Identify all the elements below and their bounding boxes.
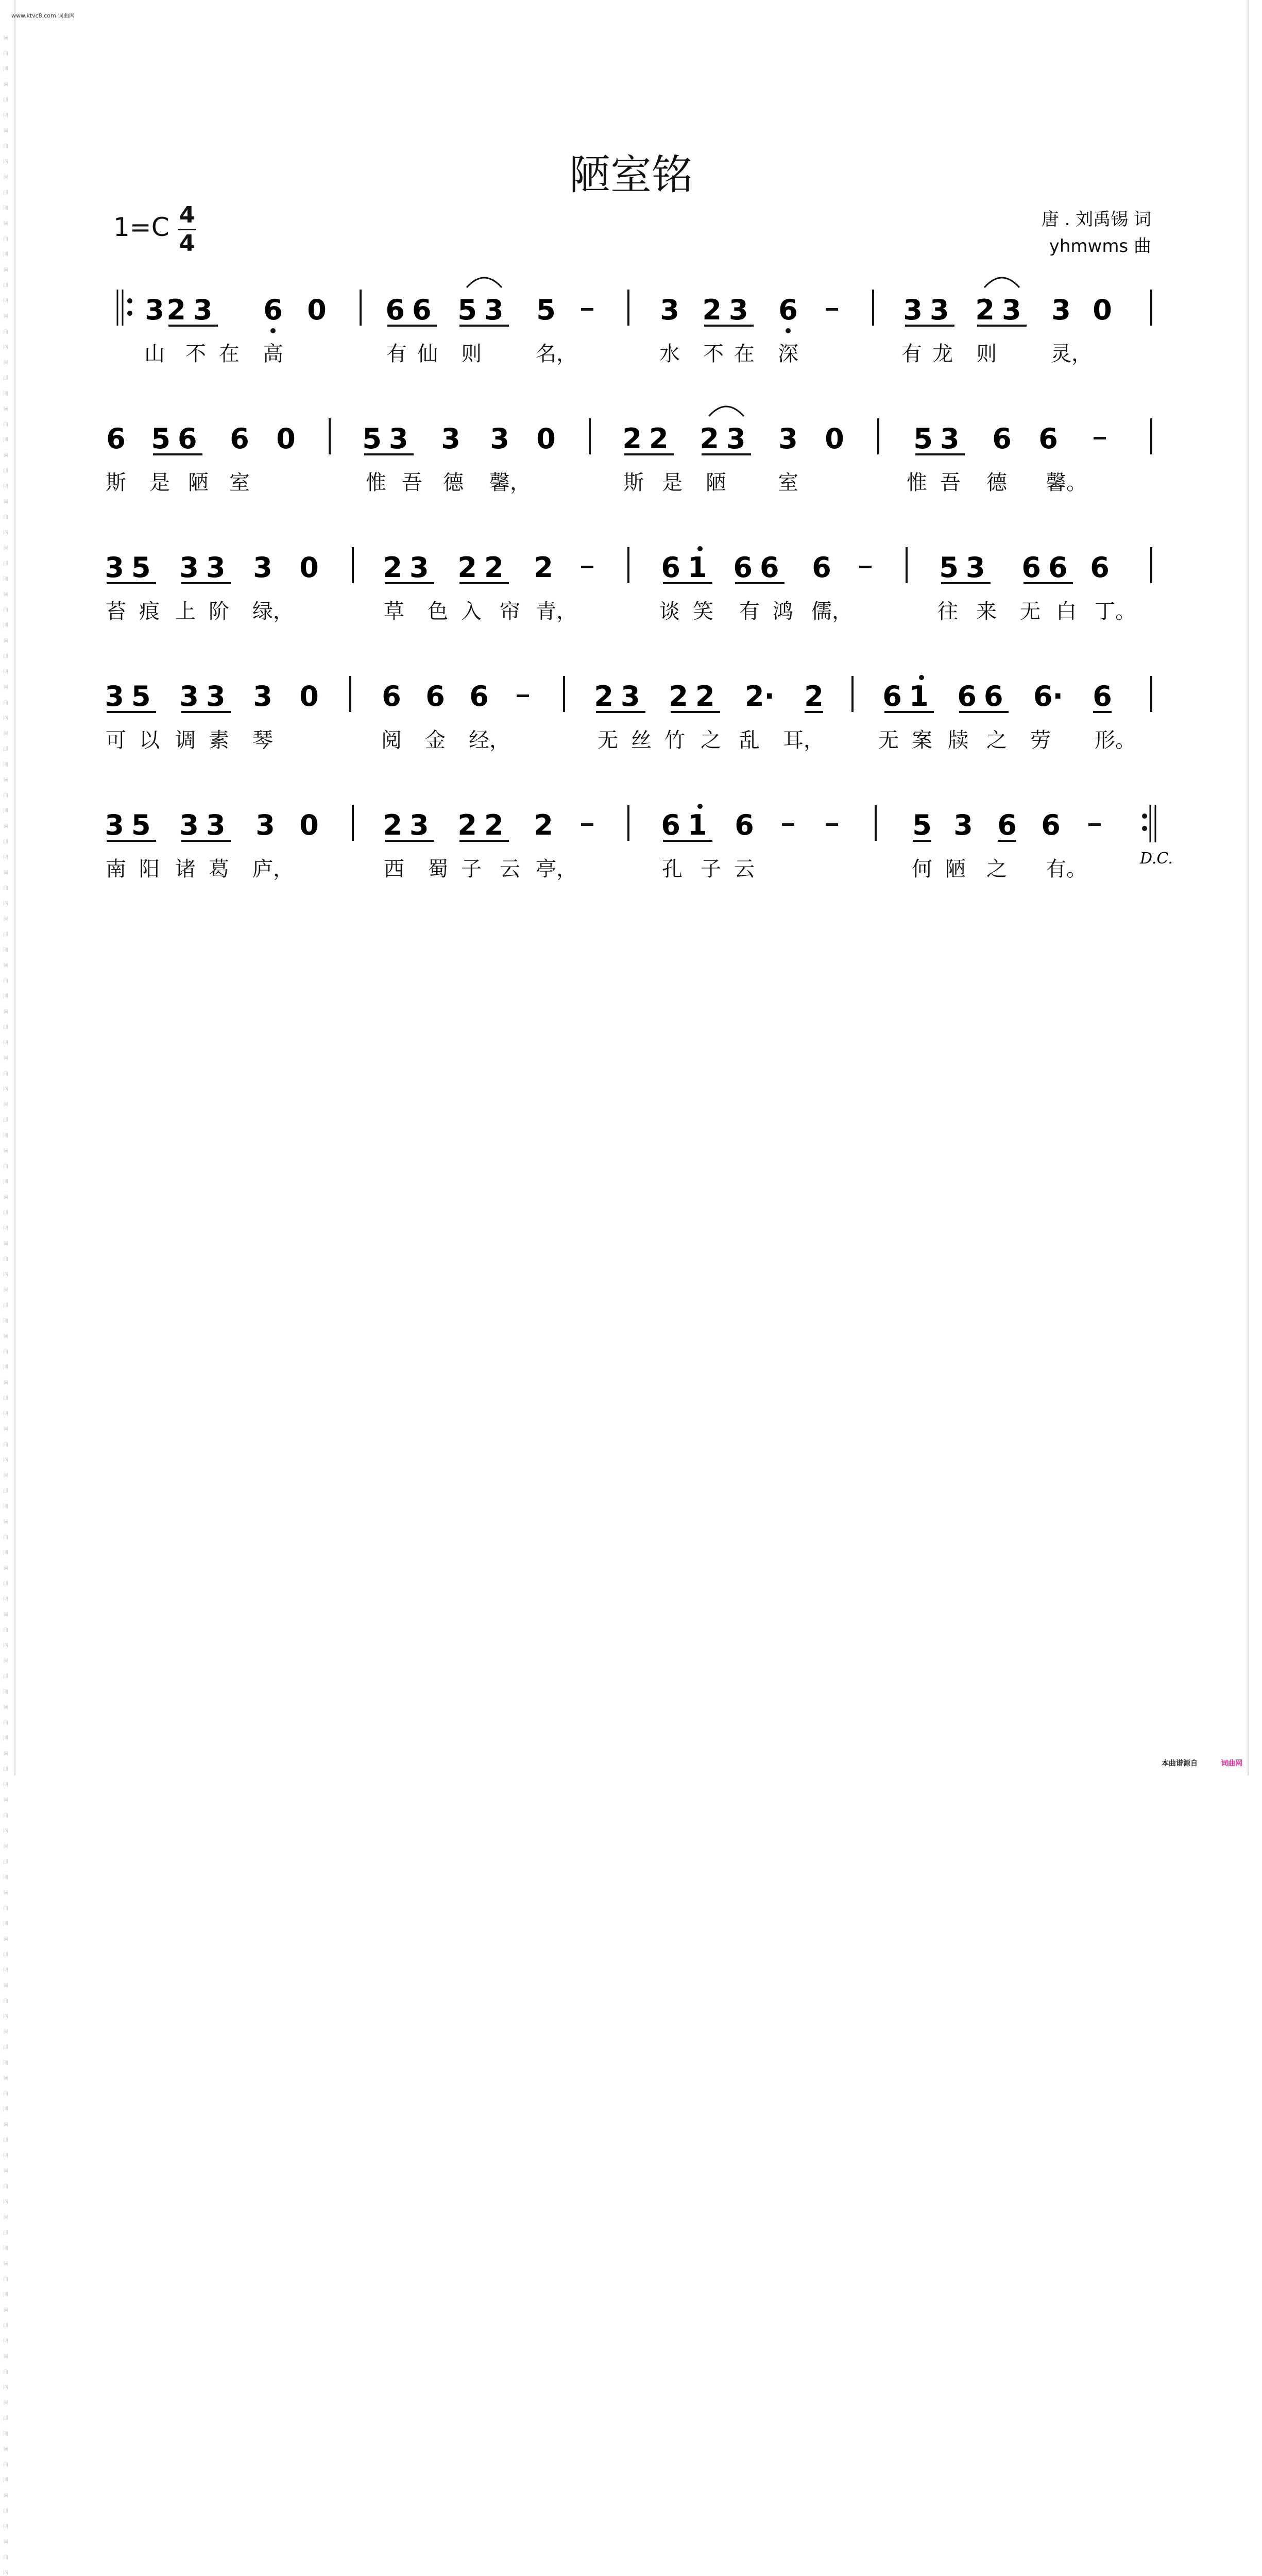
lyric-word: 阳 — [139, 857, 160, 881]
lyric-word: 南 — [106, 857, 126, 881]
slur-arc — [709, 406, 744, 416]
note-22: 22 — [457, 551, 511, 584]
note-33: 33 — [179, 680, 233, 713]
lyric-word: 之 — [701, 728, 721, 752]
lyric-word: 形。 — [1095, 728, 1136, 752]
lyric-word: 有。 — [1046, 857, 1087, 881]
note-0: 0 — [1093, 294, 1112, 326]
note-6: 6 — [263, 294, 283, 326]
note-23: 23 — [702, 294, 756, 326]
note-5: 5 — [536, 294, 556, 326]
lyric-word: 阶 — [209, 600, 229, 623]
lyric-word: 仙 — [417, 342, 438, 366]
lyric-word: 灵， — [1051, 342, 1092, 366]
note-2-dot: 2· — [744, 680, 775, 713]
note-66: 66 — [385, 294, 439, 326]
repeat-end-dot — [1142, 826, 1147, 831]
note-3: 3 — [660, 294, 679, 326]
lyric-word: 无 — [598, 728, 618, 752]
lyric-row — [0, 724, 1262, 755]
lyric-row — [0, 337, 1262, 368]
lyric-word: 龙 — [932, 342, 953, 366]
note-56: 56 — [151, 422, 204, 455]
lyric-word: 德 — [443, 471, 464, 495]
lyric-word: 金 — [425, 728, 446, 752]
note-6: 6 — [1038, 422, 1058, 455]
note-3: 3 — [1051, 294, 1071, 326]
low-octave-dot — [786, 328, 791, 333]
note-6: 6 — [992, 422, 1012, 455]
note-35: 35 — [105, 809, 158, 841]
lyric-word: 室 — [229, 471, 250, 495]
note-33: 33 — [903, 294, 957, 326]
lyric-word: 是 — [662, 471, 683, 495]
lyric-word: 有 — [739, 600, 760, 623]
time-signature-bottom: 4 — [179, 230, 195, 257]
note-6: 6 — [735, 809, 754, 841]
lyric-word: 室 — [778, 471, 798, 495]
slur-arc — [984, 278, 1019, 287]
note-3: 3 — [441, 422, 461, 455]
lyric-word: 之 — [986, 728, 1007, 752]
note-2: 2 — [804, 680, 824, 713]
lyric-word: 牍 — [948, 728, 968, 752]
lyric-row — [0, 466, 1262, 497]
lyric-word: 孔 — [662, 857, 683, 881]
lyric-word: 素 — [209, 728, 229, 752]
lyric-word: 子 — [701, 857, 721, 881]
note-0: 0 — [299, 680, 319, 713]
lyric-word: 云 — [500, 857, 520, 881]
dash-sustain — [581, 823, 593, 826]
lyric-word: 陋 — [706, 471, 726, 495]
lyric-word: 来 — [976, 600, 997, 623]
note-53: 53 — [939, 551, 993, 584]
lyric-word: 耳， — [783, 728, 824, 752]
lyric-word: 子 — [461, 857, 482, 881]
note-6: 6 — [382, 680, 401, 713]
repeat-end-dot — [1142, 814, 1147, 819]
lyric-word: 之 — [986, 857, 1007, 881]
lyric-word: 在 — [734, 342, 755, 366]
note-0: 0 — [276, 422, 296, 455]
note-3: 3 — [490, 422, 509, 455]
note-0: 0 — [307, 294, 327, 326]
note-3: 3 — [253, 551, 272, 584]
note-6: 6 — [425, 680, 445, 713]
lyric-word: 有 — [386, 342, 407, 366]
lyric-word: 山 — [144, 342, 165, 366]
lyric-word: 陋 — [945, 857, 966, 881]
lyric-word: 琴 — [252, 728, 273, 752]
lyric-word: 深 — [778, 342, 798, 366]
slur-arc — [467, 278, 502, 287]
note-6: 6 — [469, 680, 489, 713]
note-23: 23 — [383, 551, 436, 584]
note-3: 3 — [145, 294, 164, 326]
note-66: 66 — [1021, 551, 1075, 584]
dc-mark: D.C. — [1140, 850, 1173, 868]
note-23: 23 — [594, 680, 647, 713]
lyric-word: 上 — [175, 600, 196, 623]
note-53: 53 — [362, 422, 416, 455]
note-61: 61 — [661, 551, 714, 584]
lyric-word: 无 — [1020, 600, 1041, 623]
lyric-word: 名， — [536, 342, 577, 366]
lyric-word: 青， — [536, 600, 577, 623]
low-octave-dot — [270, 328, 276, 333]
note-6-dot: 6· — [1033, 680, 1064, 713]
lyric-word: 是 — [149, 471, 170, 495]
note-6: 6 — [230, 422, 249, 455]
note-53: 53 — [913, 422, 967, 455]
lyric-word: 亭， — [536, 857, 577, 881]
lyric-word: 不 — [703, 342, 724, 366]
lyric-word: 帘 — [500, 600, 520, 623]
note-6: 6 — [1090, 551, 1110, 584]
lyric-word: 斯 — [623, 471, 644, 495]
note-33: 33 — [179, 551, 233, 584]
lyric-word: 蜀 — [428, 857, 448, 881]
note-35: 35 — [105, 680, 158, 713]
note-6: 6 — [812, 551, 831, 584]
lyric-word: 云 — [734, 857, 755, 881]
note-3: 3 — [953, 809, 973, 841]
note-5: 5 — [912, 809, 932, 841]
note-23: 23 — [700, 422, 753, 455]
note-6: 6 — [1093, 680, 1112, 713]
lyric-word: 入 — [461, 600, 482, 623]
note-3: 3 — [253, 680, 272, 713]
high-octave-dot — [697, 804, 703, 809]
high-octave-dot — [919, 675, 924, 680]
note-53: 53 — [457, 294, 511, 326]
note-3: 3 — [255, 809, 275, 841]
lyric-word: 色 — [428, 600, 448, 623]
dash-sustain — [782, 823, 794, 826]
lyric-word: 有 — [901, 342, 922, 366]
repeat-dot — [127, 298, 132, 303]
note-6: 6 — [1041, 809, 1061, 841]
site-url: www.ktvc8.com 词曲网 — [11, 12, 75, 19]
time-signature-top: 4 — [179, 202, 195, 228]
lyric-word: 庐， — [252, 857, 294, 881]
lyric-word: 竹 — [664, 728, 685, 752]
dash-sustain — [1094, 437, 1106, 439]
lyric-word: 葛 — [209, 857, 229, 881]
lyric-word: 绿， — [252, 600, 294, 623]
lyric-word: 斯 — [106, 471, 126, 495]
composer-credit: yhmwms 曲 — [1049, 236, 1151, 257]
dash-sustain — [581, 308, 593, 311]
note-0: 0 — [825, 422, 844, 455]
footer-source-note: 本曲谱源自 — [1162, 1759, 1198, 1768]
lyric-word: 痕 — [139, 600, 160, 623]
lyric-word: 德 — [986, 471, 1007, 495]
note-66: 66 — [957, 680, 1011, 713]
lyric-word: 西 — [384, 857, 404, 881]
lyric-word: 谈 — [659, 600, 680, 623]
lyric-word: 则 — [461, 342, 482, 366]
note-23: 23 — [383, 809, 436, 841]
note-6: 6 — [778, 294, 798, 326]
key-signature: 1=C — [113, 212, 169, 242]
lyric-word: 苔 — [106, 600, 126, 623]
note-6: 6 — [997, 809, 1017, 841]
lyric-word: 鸿 — [773, 600, 793, 623]
note-22: 22 — [457, 809, 511, 841]
song-title: 陋室铭 — [569, 151, 693, 199]
lyric-word: 笑 — [693, 600, 713, 623]
lyric-row — [0, 595, 1262, 626]
lyric-word: 诸 — [175, 857, 196, 881]
lyric-word: 以 — [139, 728, 160, 752]
lyric-word: 吾 — [402, 471, 422, 495]
lyric-word: 水 — [659, 342, 680, 366]
repeat-dot — [127, 311, 132, 316]
lyric-word: 案 — [912, 728, 932, 752]
lyric-word: 馨， — [489, 471, 531, 495]
dash-sustain — [826, 823, 838, 826]
note-6: 6 — [106, 422, 126, 455]
note-22: 22 — [669, 680, 722, 713]
note-0: 0 — [299, 809, 319, 841]
lyric-word: 乱 — [739, 728, 760, 752]
dash-sustain — [517, 694, 529, 697]
lyric-word: 无 — [878, 728, 899, 752]
footer-brand: 词曲网 — [1221, 1759, 1242, 1768]
dash-sustain — [581, 566, 593, 568]
lyric-word: 馨。 — [1046, 471, 1087, 495]
lyric-word: 调 — [175, 728, 196, 752]
note-3: 3 — [778, 422, 798, 455]
lyric-word: 则 — [976, 342, 997, 366]
lyric-word: 草 — [384, 600, 404, 623]
high-octave-dot — [697, 546, 703, 551]
note-23: 23 — [975, 294, 1029, 326]
lyric-word: 惟 — [907, 471, 927, 495]
note-66: 66 — [733, 551, 787, 584]
note-22: 22 — [622, 422, 676, 455]
lyric-word: 可 — [106, 728, 126, 752]
lyric-word: 儒， — [811, 600, 852, 623]
lyric-word: 吾 — [940, 471, 961, 495]
note-0: 0 — [536, 422, 556, 455]
lyric-word: 劳 — [1030, 728, 1051, 752]
side-watermark-strip: 词曲网词曲网词曲网词曲网词曲网词曲网词曲网词曲网词曲网词曲网词曲网词曲网词曲网词曲网词曲网词曲网词曲网词曲网词曲网词曲网词曲网词曲网词曲网词曲网词曲网词曲网词曲网词曲网词曲网词曲网词曲网词曲网词曲网词曲网词曲网词曲网词曲网词曲网词曲网词曲网词曲网词曲网词曲网词曲网词曲网词曲网词曲网词曲网词曲网词曲网词曲网词曲网词曲网词曲网词曲网 — [3, 36, 8, 2576]
dash-sustain — [1088, 823, 1101, 826]
lyric-word: 丝 — [631, 728, 652, 752]
note-61: 61 — [882, 680, 936, 713]
lyric-word: 丁。 — [1095, 600, 1136, 623]
lyric-word: 阅 — [381, 728, 402, 752]
dash-sustain — [826, 308, 838, 311]
lyric-word: 往 — [937, 600, 958, 623]
note-2: 2 — [534, 809, 553, 841]
dash-sustain — [859, 566, 872, 568]
lyric-row — [0, 853, 1262, 884]
lyric-word: 惟 — [366, 471, 386, 495]
note-33: 33 — [179, 809, 233, 841]
lyric-word: 高 — [263, 342, 283, 366]
note-0: 0 — [299, 551, 319, 584]
lyric-word: 不 — [185, 342, 206, 366]
lyric-word: 何 — [912, 857, 932, 881]
note-2: 2 — [534, 551, 553, 584]
lyric-word: 陋 — [188, 471, 209, 495]
note-35: 35 — [105, 551, 158, 584]
lyric-word: 白 — [1056, 600, 1077, 623]
note-23: 23 — [166, 294, 220, 326]
lyricist-credit: 唐 . 刘禹锡 词 — [1041, 209, 1151, 230]
lyric-word: 在 — [219, 342, 240, 366]
note-61: 61 — [661, 809, 714, 841]
lyric-word: 经， — [469, 728, 510, 752]
